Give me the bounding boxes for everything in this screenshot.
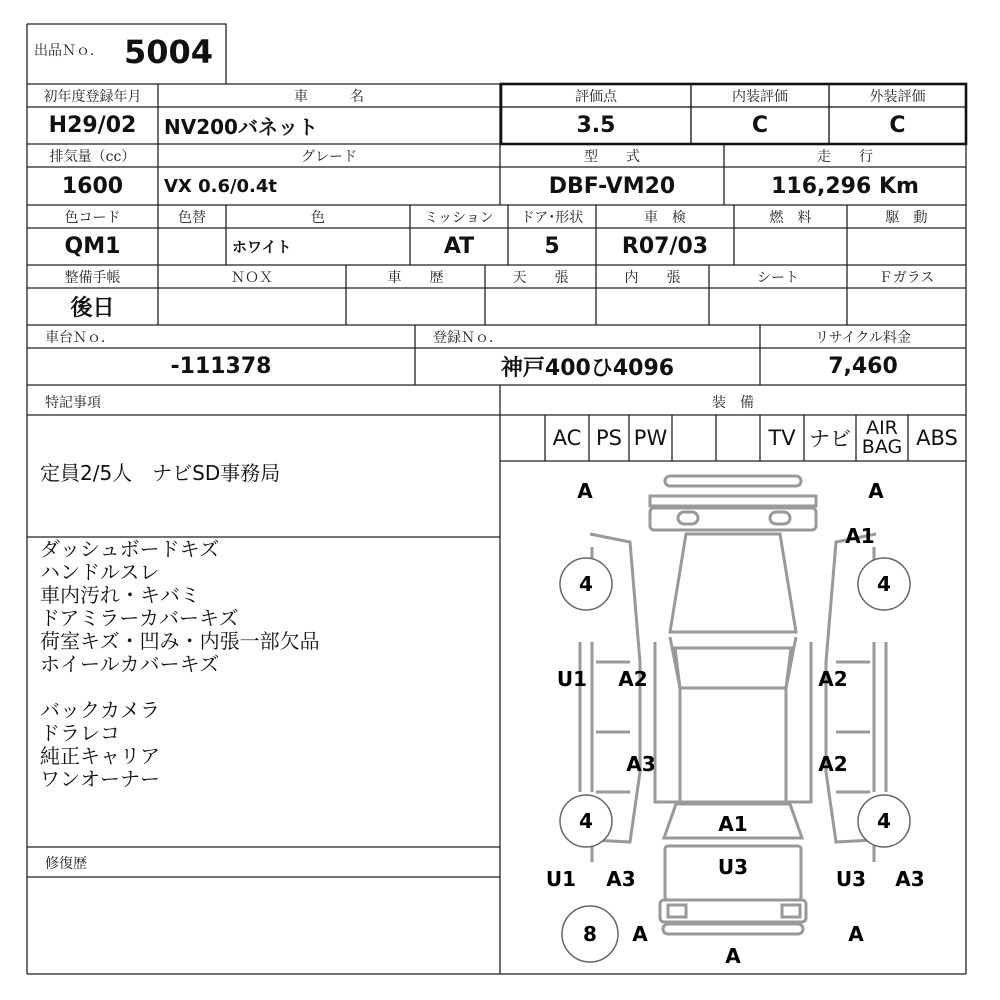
seat-label: シート <box>757 269 799 286</box>
equipment-ps: PS <box>596 426 622 450</box>
mark-wheel-rl: 4 <box>579 809 593 833</box>
equipment-airbag: AIR BAG <box>861 417 903 458</box>
roof-label: 天 張 <box>512 269 569 286</box>
model-value: DBF-VM20 <box>548 173 676 199</box>
mark-front-right: A <box>868 479 884 503</box>
drive-label: 駆 動 <box>885 209 928 226</box>
mark-wheel-fr: 4 <box>877 572 891 596</box>
interior-label: 内装評価 <box>732 88 788 105</box>
remarks-label: 特記事項 <box>45 395 101 411</box>
interior-trim-label: 内 張 <box>624 269 681 286</box>
repaint-label: 色替 <box>178 209 206 226</box>
mark-a3-rear-left: A3 <box>606 867 636 891</box>
exterior-label: 外装評価 <box>869 88 926 105</box>
mark-u3-tailgate: U3 <box>717 855 749 879</box>
mark-u1-rear-left: U1 <box>545 867 577 891</box>
manual-label: 整備手帳 <box>64 269 121 286</box>
doors-label: ドア･形状 <box>520 209 584 226</box>
mark-a2-left: A2 <box>618 667 648 691</box>
fglass-value <box>847 288 966 325</box>
mark-a1-rear: A1 <box>718 812 748 836</box>
score-value: 3.5 <box>576 113 616 138</box>
mark-a2-right-rear: A2 <box>818 752 848 776</box>
exterior-value: C <box>889 113 906 138</box>
equipment-slot-4 <box>672 415 716 461</box>
history-value <box>346 288 485 325</box>
color-value: ホワイト <box>232 238 292 256</box>
drive-value <box>847 228 966 265</box>
score-label: 評価点 <box>575 88 617 105</box>
color-code-value: QM1 <box>64 234 121 259</box>
car-name-label: 車 名 <box>294 88 364 105</box>
plate-value: 神戸400ひ4096 <box>500 356 675 381</box>
mark-rear-left: A <box>632 922 648 946</box>
mission-value: AT <box>443 234 475 259</box>
first-reg-value: H29/02 <box>48 113 137 138</box>
fuel-value <box>734 228 847 265</box>
color-code-label: 色コード <box>64 209 121 226</box>
grade-label: グレード <box>301 148 357 165</box>
inspection-label: 車 検 <box>644 209 686 226</box>
mark-wheel-rr: 4 <box>877 809 891 833</box>
equipment-ac: AC <box>552 426 582 450</box>
interior-value: C <box>751 113 769 138</box>
mark-a3-rear-right: A3 <box>895 867 925 891</box>
remarks-line1: 定員2/5人 ナビSD事務局 <box>40 461 281 485</box>
equipment-abs: ABS <box>916 426 958 450</box>
equipment-tv: TV <box>768 426 796 450</box>
mark-u3-rear-right: U3 <box>835 867 867 891</box>
roof-value <box>485 288 596 325</box>
chassis-value: -111378 <box>170 354 272 379</box>
model-label: 型 式 <box>584 148 640 165</box>
plate-label: 登録Ｎｏ． <box>433 329 503 346</box>
equipment-slot-5 <box>716 415 760 461</box>
windshield <box>670 534 796 632</box>
grade-value: VX 0.6/0.4t <box>164 175 278 197</box>
mark-wheel-fl: 4 <box>579 572 593 596</box>
front-bumper <box>650 496 816 506</box>
nox-value <box>158 288 346 325</box>
car-condition-diagram <box>500 462 966 974</box>
fuel-label: 燃 料 <box>769 209 812 226</box>
seat-value <box>709 288 847 325</box>
equipment-label: 装 備 <box>712 395 754 411</box>
inspection-value: R07/03 <box>621 234 709 259</box>
lot-label: 出品Ｎｏ． <box>34 43 104 59</box>
color-label: 色 <box>311 209 325 226</box>
repair-label: 修復歴 <box>45 856 87 872</box>
fglass-label: Ｆガラス <box>878 269 935 286</box>
mark-u1-left: U1 <box>556 667 588 691</box>
mileage-value: 116,296 Km <box>771 173 919 199</box>
equipment-pw: PW <box>633 426 668 450</box>
displacement-value: 1600 <box>61 173 124 199</box>
manual-value: 後日 <box>70 296 115 321</box>
mark-rear-right: A <box>848 922 864 946</box>
nox-label: ＮＯＸ <box>231 269 273 286</box>
recycle-label: リサイクル料金 <box>814 329 912 346</box>
mark-spare: 8 <box>583 922 597 946</box>
mark-a1-front: A1 <box>845 524 875 548</box>
history-label: 車 歴 <box>387 269 444 286</box>
mark-a2-right: A2 <box>818 667 848 691</box>
mark-rear-bottom: A <box>725 944 741 968</box>
equipment-navi: ナビ <box>809 427 851 451</box>
repaint-value <box>158 228 226 265</box>
lot-number: 5004 <box>124 33 214 71</box>
displacement-label: 排気量（cc） <box>49 148 136 165</box>
mark-a3-left: A3 <box>626 752 656 776</box>
doors-value: 5 <box>544 234 560 259</box>
remarks-list: ダッシュボードキズ ハンドルスレ 車内汚れ・キバミ ドアミラーカバーキズ 荷室キズ・凹み・内張一部欠品 ホイールカバーキズ バックカメラ ドラレコ 純正キャリア ワンオーナー <box>40 537 320 791</box>
chassis-label: 車台Ｎｏ． <box>45 329 115 346</box>
interior-trim-value <box>596 288 709 325</box>
car-name-value: NV200バネット <box>164 115 318 139</box>
first-reg-label: 初年度登録年月 <box>43 88 142 105</box>
recycle-value: 7,460 <box>828 354 898 379</box>
equipment-slot-0 <box>500 415 545 461</box>
mileage-label: 走 行 <box>817 148 873 165</box>
front-bumper-top <box>665 476 801 486</box>
mission-label: ミッション <box>424 209 494 226</box>
mark-front-left: A <box>577 479 593 503</box>
rear-bumper <box>660 900 806 922</box>
